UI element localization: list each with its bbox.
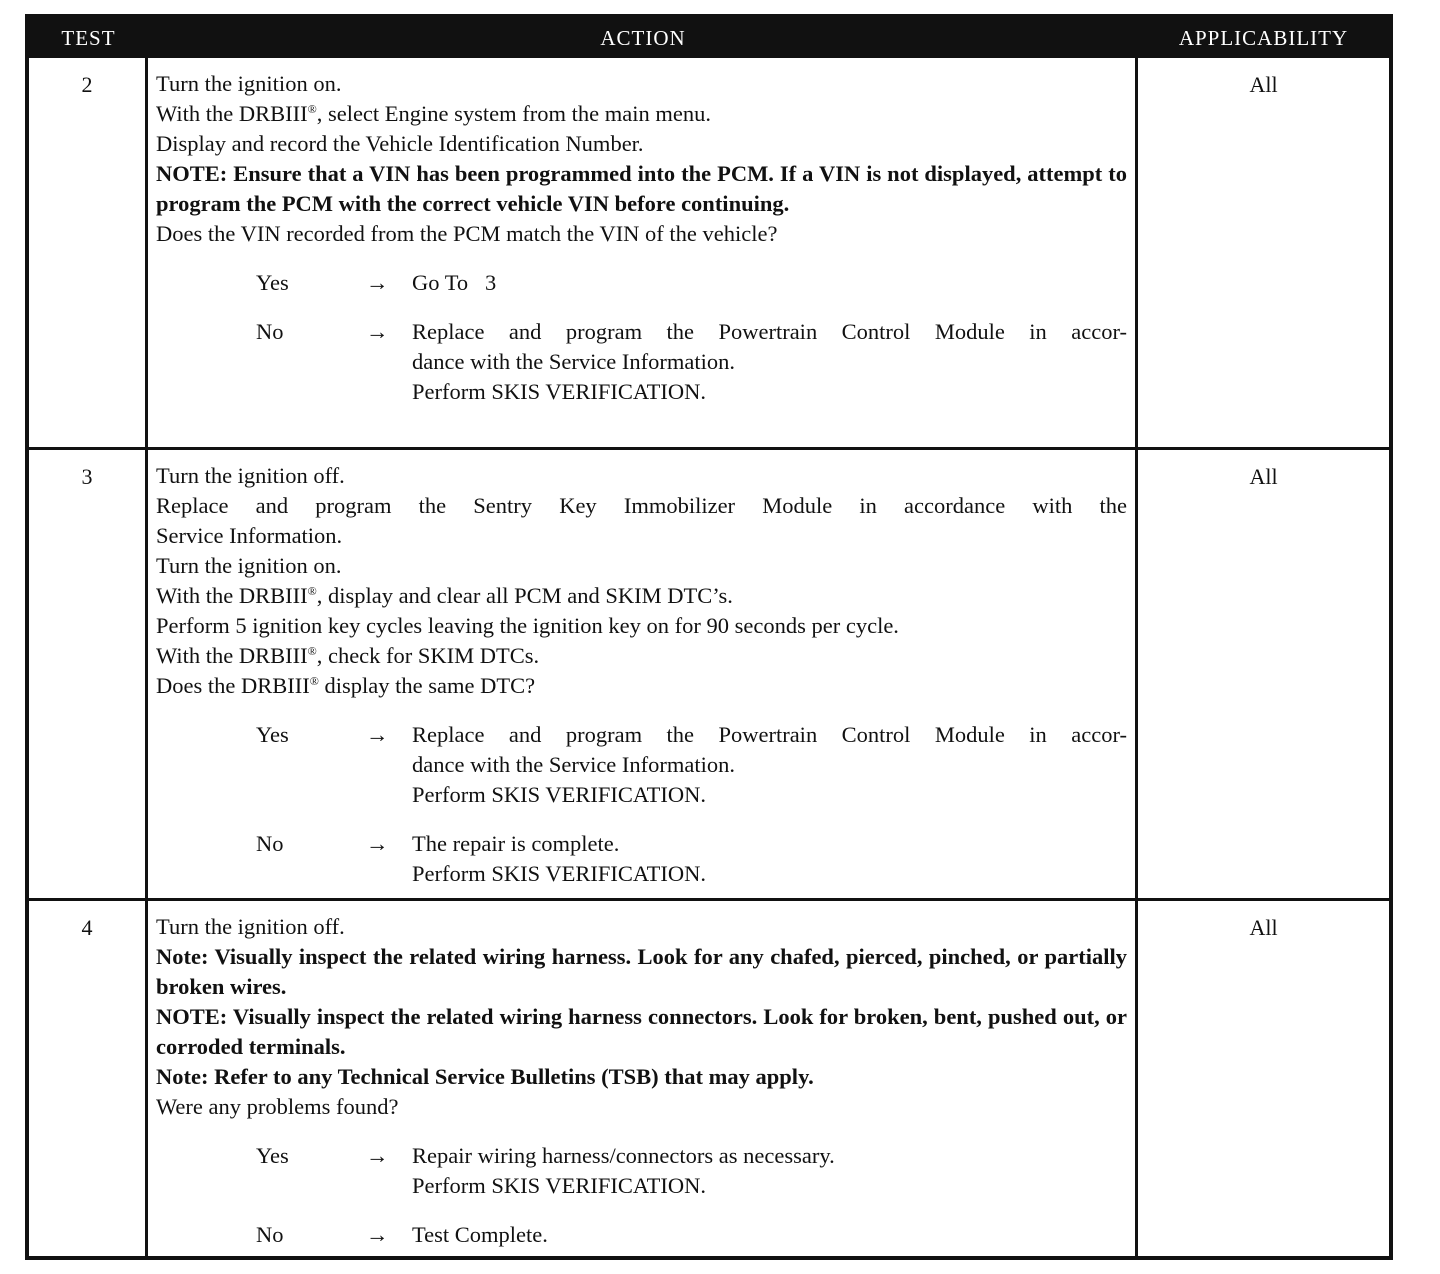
outcome-yes <box>256 1141 1127 1201</box>
action-step: Replace and program the Sentry Key Immobilizer Module in accordance with the <box>156 493 1127 518</box>
right-arrow-icon: → <box>366 319 389 344</box>
outcome-line: Replace and program the Powertrain Control Module in accor- <box>412 722 1127 747</box>
test-number-4: 4 <box>29 901 148 1256</box>
action-step: Turn the ignition on. <box>156 553 342 578</box>
outcome-line: Perform SKIS VERIFICATION. <box>412 782 706 807</box>
header-action: ACTION <box>148 18 1138 58</box>
applicability-test-2: All <box>1138 58 1389 450</box>
action-cell-test-2 <box>148 58 1138 450</box>
outcome-line: Replace and program the Powertrain Control Module in accor- <box>412 319 1127 344</box>
action-note: Note: Visually inspect the related wiring harness. Look for any chafed, pierced, pinched, or partially broken wires. <box>156 944 1127 999</box>
header-applicability: APPLICABILITY <box>1138 18 1389 58</box>
header-test: TEST <box>29 18 148 58</box>
action-step: With the DRBIII®, check for SKIM DTCs. <box>156 643 540 668</box>
outcome-yes-result <box>412 268 1127 298</box>
outcome-no <box>256 317 1127 407</box>
outcome-no <box>256 829 1127 889</box>
outcome-no-label: No <box>256 319 284 344</box>
outcome-yes <box>256 720 1127 810</box>
outcome-no-result <box>412 829 1127 889</box>
action-step: Service Information. <box>156 523 343 548</box>
outcome-line: The repair is complete. <box>412 831 620 856</box>
outcome-yes-result <box>412 1141 1127 1201</box>
action-question: Does the DRBIII® display the same DTC? <box>156 673 536 698</box>
action-step: With the DRBIII®, select Engine system from the main menu. <box>156 101 711 126</box>
action-step: With the DRBIII®, display and clear all PCM and SKIM DTC’s. <box>156 583 733 608</box>
outcome-no <box>256 1220 1127 1250</box>
action-step: Turn the ignition off. <box>156 463 345 488</box>
applicability-test-4: All <box>1249 915 1278 940</box>
registered-mark: ® <box>307 102 317 116</box>
outcome-yes-label: Yes <box>256 270 289 295</box>
right-arrow-icon: → <box>366 1222 389 1247</box>
action-step: Turn the ignition off. <box>156 914 345 939</box>
registered-mark: ® <box>307 644 317 658</box>
outcome-no-label: No <box>256 831 284 856</box>
action-cell-test-4 <box>148 901 1138 1256</box>
outcome-no-result <box>412 317 1127 407</box>
outcome-line: dance with the Service Information. <box>412 752 736 777</box>
outcome-line: dance with the Service Information. <box>412 349 736 374</box>
test-number-3: 3 <box>29 450 148 901</box>
outcome-line: Repair wiring harness/connectors as necessary. <box>412 1143 835 1168</box>
outcome-line: Perform SKIS VERIFICATION. <box>412 1173 706 1198</box>
right-arrow-icon: → <box>366 831 389 856</box>
action-note: Note: Refer to any Technical Service Bulletins (TSB) that may apply. <box>156 1064 814 1089</box>
outcome-line: Go To 3 <box>412 270 497 295</box>
action-step: Perform 5 ignition key cycles leaving the ignition key on for 90 seconds per cycle. <box>156 613 899 638</box>
outcome-no-label: No <box>256 1222 284 1247</box>
outcome-yes <box>256 268 1127 298</box>
outcome-yes-label: Yes <box>256 722 289 747</box>
action-question: Does the VIN recorded from the PCM match the VIN of the vehicle? <box>156 221 778 246</box>
action-note: NOTE: Visually inspect the related wiring harness connectors. Look for broken, bent, pushed out, or corroded terminals. <box>156 1004 1127 1059</box>
outcome-line: Perform SKIS VERIFICATION. <box>412 379 706 404</box>
outcome-no-result <box>412 1220 1127 1250</box>
action-cell-test-3 <box>148 450 1138 901</box>
right-arrow-icon: → <box>366 1143 389 1168</box>
action-step: Display and record the Vehicle Identification Number. <box>156 131 644 156</box>
outcome-line: Perform SKIS VERIFICATION. <box>412 861 706 886</box>
applicability-test-3: All <box>1138 450 1389 901</box>
right-arrow-icon: → <box>366 270 389 295</box>
action-step: Turn the ignition on. <box>156 71 342 96</box>
action-question: Were any problems found? <box>156 1094 399 1119</box>
action-note: NOTE: Ensure that a VIN has been programmed into the PCM. If a VIN is not displayed, attempt to program the PCM with the correct vehicle VIN before continuing. <box>156 161 1127 216</box>
test-number-2: 2 <box>29 58 148 450</box>
outcome-yes-result <box>412 720 1127 810</box>
diagnostic-table <box>25 14 1393 1260</box>
outcome-line: Test Complete. <box>412 1222 548 1247</box>
right-arrow-icon: → <box>366 722 389 747</box>
outcome-yes-label: Yes <box>256 1143 289 1168</box>
registered-mark: ® <box>309 674 319 688</box>
registered-mark: ® <box>307 584 317 598</box>
